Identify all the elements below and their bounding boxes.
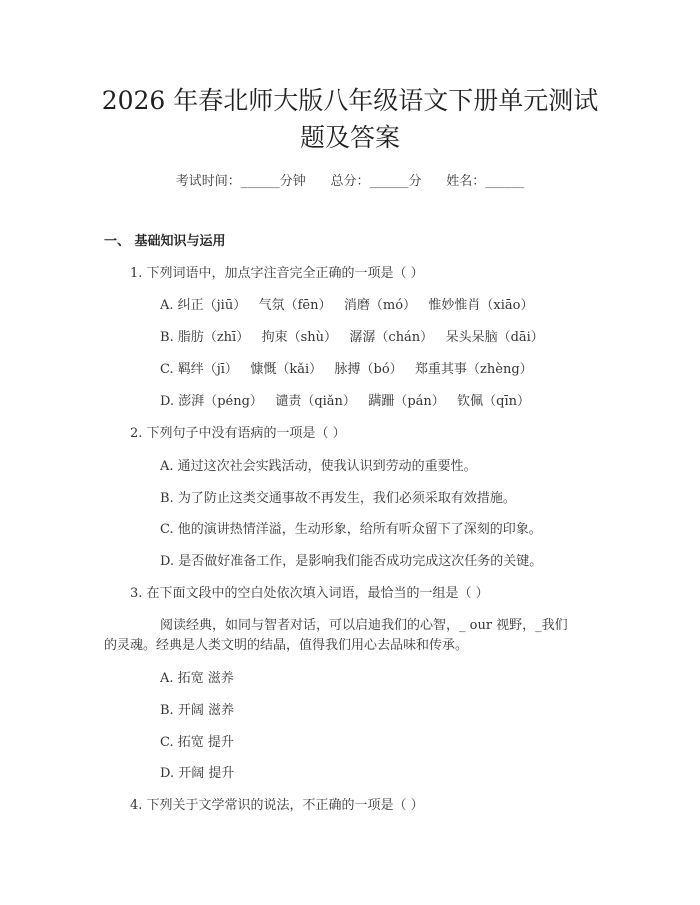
- question-2-option-a: A. 通过这次社会实践活动，使我认识到劳动的重要性。: [160, 459, 477, 474]
- exam-meta-line: 考试时间：______分钟 总分：______分 姓名：______: [175, 174, 525, 189]
- question-3-option-b: B. 开阔 滋养: [160, 703, 234, 718]
- title-line-1: 2026 年春北师大版八年级语文下册单元测试: [101, 86, 599, 115]
- question-1-option-b: B. 脂肪（zhī） 拘束（shù） 潺潺（chán） 呆头呆脑（dāi）: [160, 330, 544, 345]
- title-line-2: 题及答案: [299, 123, 400, 152]
- question-2-option-d: D. 是否做好准备工作，是影响我们能否成功完成这次任务的关键。: [160, 554, 543, 569]
- question-1-option-a: A. 纠正（jiū） 气氛（fēn） 消磨（mó） 惟妙惟肖（xiāo）: [160, 298, 534, 313]
- section-heading-1: 一、 基础知识与运用: [104, 234, 226, 249]
- question-1-option-c: C. 羁绊（jī） 慷慨（kǎi） 脉搏（bó） 郑重其事（zhèng）: [160, 362, 533, 377]
- page-title: [60, 82, 640, 156]
- question-1-stem: 1. 下列词语中，加点字注音完全正确的一项是（ ）: [130, 266, 424, 281]
- question-4-stem: 4. 下列关于文学常识的说法，不正确的一项是（ ）: [130, 798, 424, 813]
- question-2-option-c: C. 他的演讲热情洋溢，生动形象，给所有听众留下了深刻的印象。: [160, 522, 542, 537]
- question-3-option-c: C. 拓宽 提升: [160, 735, 234, 750]
- question-3-option-d: D. 开阔 提升: [160, 766, 235, 781]
- question-2-stem: 2. 下列句子中没有语病的一项是（ ）: [130, 426, 346, 441]
- question-3-option-a: A. 拓宽 滋养: [160, 671, 234, 686]
- question-3-stem: 3. 在下面文段中的空白处依次填入词语，最恰当的一组是（ ）: [130, 586, 489, 601]
- question-3-passage-line-1: 阅读经典，如同与智者对话，可以启迪我们的心智，_ our 视野，_我们: [160, 618, 568, 633]
- question-3-passage-line-2: 的灵魂。经典是人类文明的结晶，值得我们用心去品味和传承。: [104, 638, 469, 653]
- question-2-option-b: B. 为了防止这类交通事故不再发生，我们必须采取有效措施。: [160, 491, 516, 506]
- question-1-option-d: D. 澎湃（péng） 谴责（qiǎn） 蹒跚（pán） 钦佩（qīn）: [160, 394, 531, 409]
